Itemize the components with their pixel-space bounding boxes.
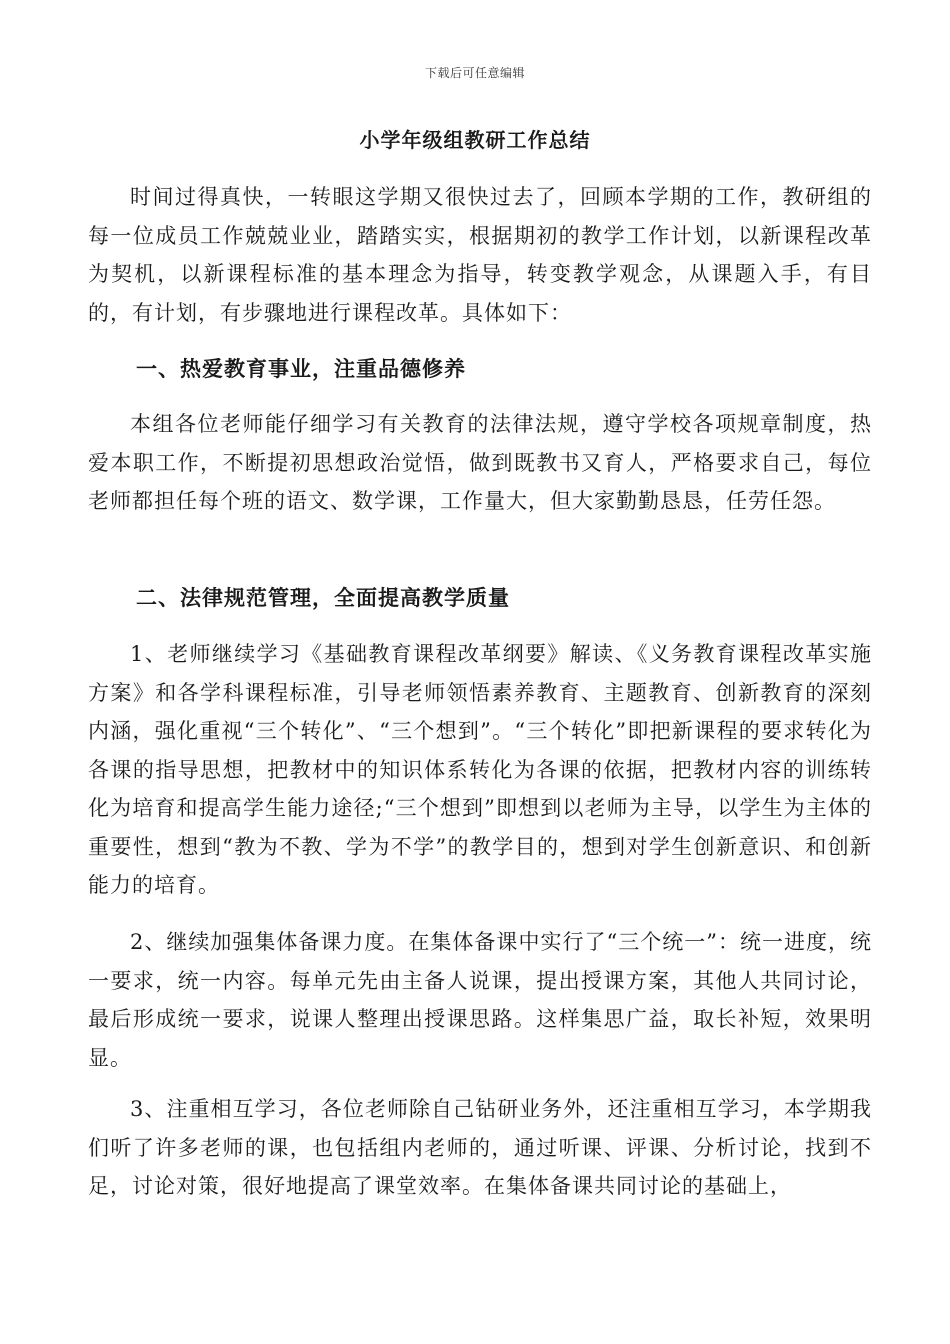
intro-block — [88, 178, 872, 332]
section2-item3-paragraph: 3、注重相互学习，各位老师除自己钻研业务外，还注重相互学习，本学期我们听了许多老师的课，也包括组内老师的，通过听课、评课、分析讨论，找到不足，讨论对策，很好地提高了课堂效率。在集体备课共同讨论的基础上， — [88, 1097, 872, 1198]
section2-item2-paragraph: 2、继续加强集体备课力度。在集体备课中实行了“三个统一”：统一进度，统一要求，统一内容。每单元先由主备人说课，提出授课方案，其他人共同讨论，最后形成统一要求，说课人整理出授课思路。这样集思广益，取长补短，效果明显。 — [88, 930, 872, 1070]
section1-heading: 一、热爱教育事业，注重品德修养 — [136, 356, 466, 381]
section2-item2-block — [88, 923, 872, 1077]
section1-paragraph: 本组各位老师能仔细学习有关教育的法律法规，遵守学校各项规章制度，热爱本职工作，不断提初思想政治觉悟，做到既教书又育人，严格要求自己，每位老师都担任每个班的语文、数学课，工作量大，但大家勤勤恳恳，任劳任怨。 — [88, 412, 872, 513]
section1-block — [88, 405, 872, 521]
document-title: 小学年级组教研工作总结 — [359, 128, 591, 152]
section2-item1-block — [88, 635, 872, 905]
section2-item1-paragraph: 1、老师继续学习《基础教育课程改革纲要》解读、《义务教育课程改革实施方案》和各学科课程标准，引导老师领悟素养教育、主题教育、创新教育的深刻内涵，强化重视“三个转化”、“三个想到”。“三个转化”即把新课程的要求转化为各课的指导思想，把教材中的知识体系转化为各课的依据，把教材内容的训练转化为培育和提高学生能力途径;“三个想到”即想到以老师为主导，以学生为主体的重要性，想到“教为不教、学为不学”的教学目的，想到对学生创新意识、和创新能力的培育。 — [88, 642, 872, 897]
section2-item3-block — [88, 1090, 872, 1206]
section2-heading: 二、法律规范管理，全面提高教学质量 — [136, 585, 510, 610]
intro-paragraph: 时间过得真快，一转眼这学期又很快过去了，回顾本学期的工作，教研组的每一位成员工作兢兢业业，踏踏实实，根据期初的教学工作计划，以新课程改革为契机，以新课程标准的基本理念为指导，转变教学观念，从课题入手，有目的，有计划，有步骤地进行课程改革。具体如下： — [88, 185, 872, 325]
header-note: 下载后可任意编辑 — [424, 66, 525, 80]
